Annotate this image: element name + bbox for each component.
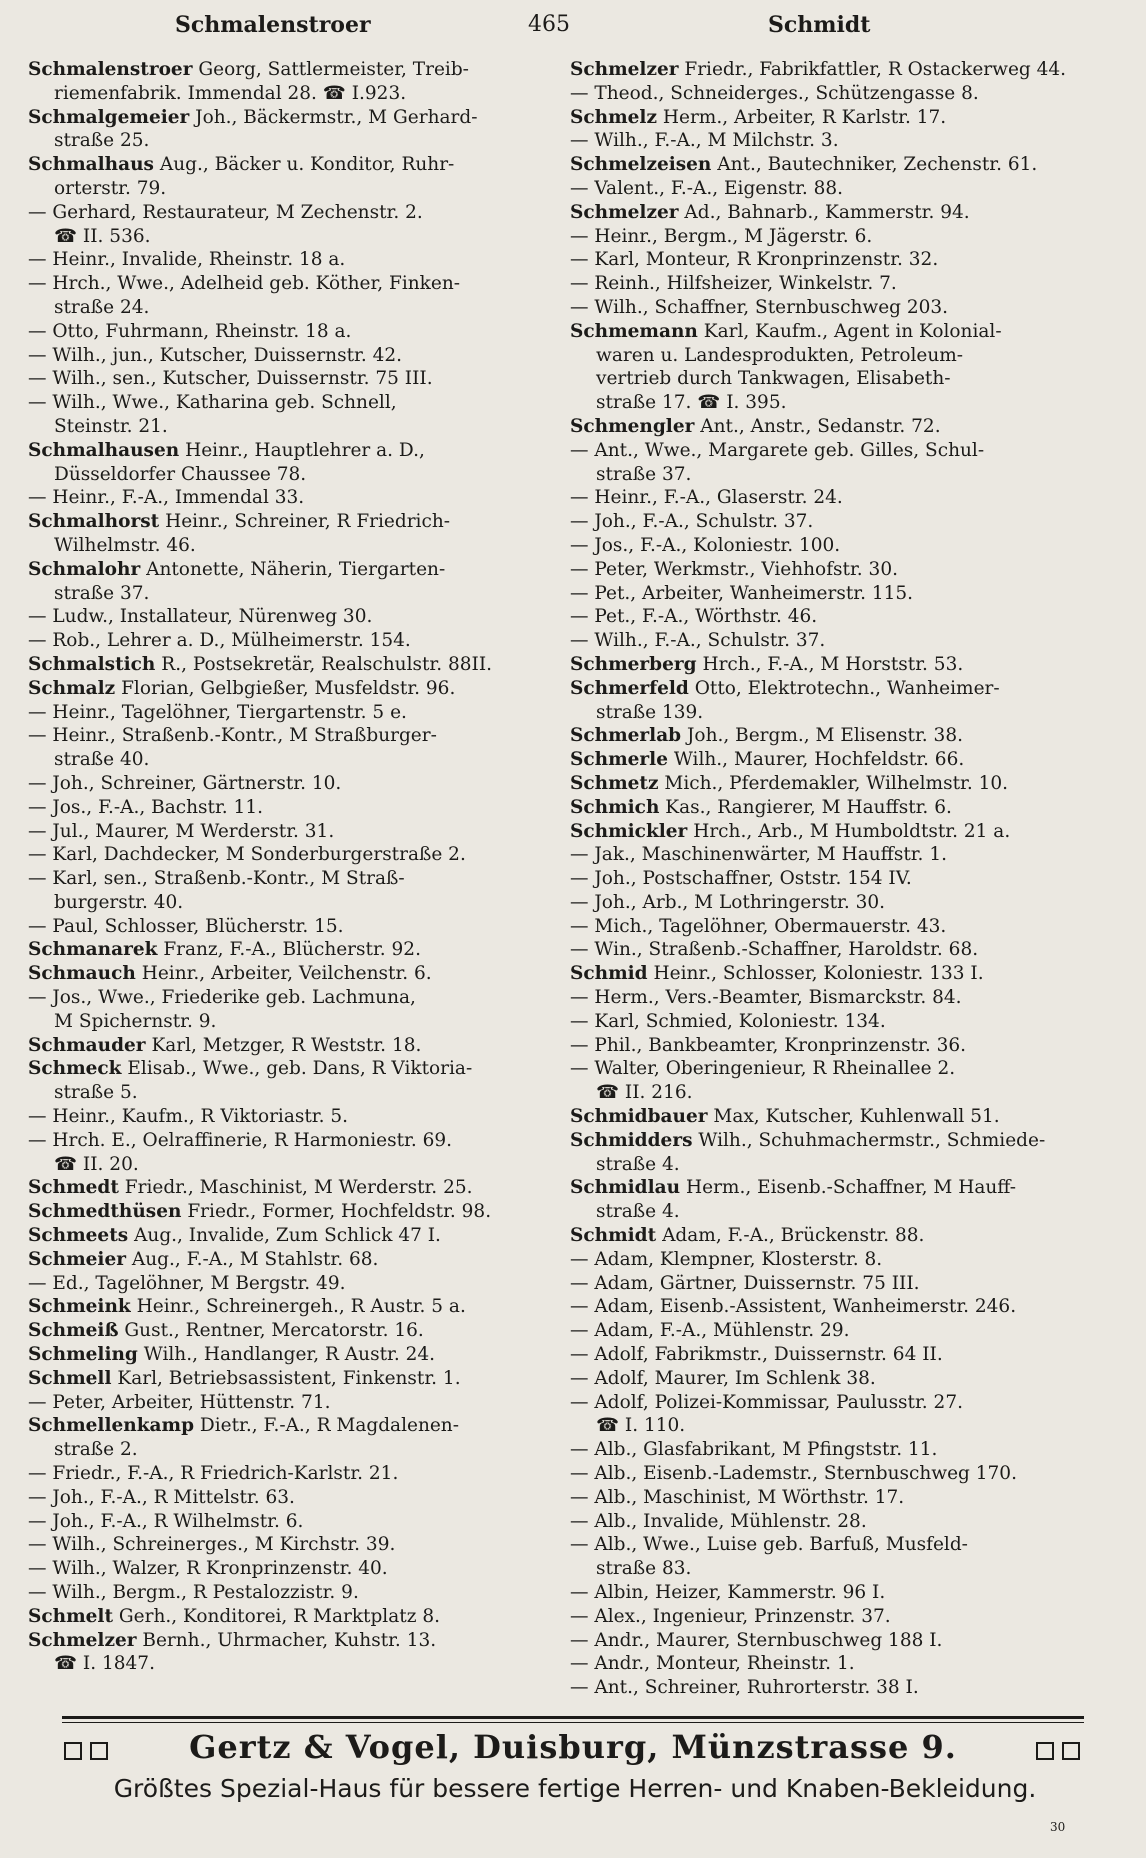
directory-subentry: — Albin, Heizer, Kammerstr. 96 I.: [570, 1582, 886, 1603]
directory-subentry: — Reinh., Hilfsheizer, Winkelstr. 7.: [570, 273, 897, 295]
directory-subentry: — Ant., Schreiner, Ruhrorterstr. 38 I.: [570, 1677, 919, 1699]
directory-subentry: — Pet., F.-A., Wörthstr. 46.: [570, 606, 818, 628]
entry-surname: Schmelzer: [570, 201, 679, 223]
entry-surname: Schmeling: [28, 1344, 138, 1366]
directory-subentry: — Karl, sen., Straßenb.-Kontr., M Straß-: [28, 868, 405, 890]
directory-subentry: — Wilh., Wwe., Katharina geb. Schnell,: [28, 392, 397, 414]
directory-entry: [28, 439, 548, 463]
entry-text: Karl, Metzger, R Weststr. 18.: [151, 1034, 422, 1056]
entry-continuation: straße 25.: [54, 130, 150, 152]
entry-continuation: straße 2.: [54, 1439, 138, 1461]
entry-text: Hrch., Arb., M Humboldtstr. 21 a.: [693, 820, 1011, 842]
box-icon: [1062, 1742, 1080, 1760]
entry-surname: Schmalhausen: [28, 439, 180, 461]
directory-subentry: — Alb., Eisenb.-Lademstr., Sternbuschweg 170.: [570, 1463, 1017, 1485]
entry-surname: Schmalgemeier: [28, 106, 190, 128]
directory-entry: [570, 796, 1090, 820]
directory-subentry: — Wilh., Walzer, R Kronprinzenstr. 40.: [28, 1558, 388, 1580]
entry-surname: Schmerfeld: [570, 677, 689, 699]
directory-subentry: — Joh., F.-A., Schulstr. 37.: [570, 511, 814, 533]
entry-text: Friedr., Fabrikfattler, R Ostackerweg 44.: [684, 59, 1067, 80]
entry-continuation: straße 37.: [54, 582, 150, 604]
entry-text: Florian, Gelbgießer, Musfeldstr. 96.: [121, 677, 456, 699]
entry-continuation: ☎ I. 110.: [596, 1415, 686, 1437]
directory-subentry: — Herm., Vers.-Beamter, Bismarckstr. 84.: [570, 987, 962, 1009]
directory-entry: [28, 153, 548, 177]
directory-subentry: — Joh., Schreiner, Gärtnerstr. 10.: [28, 772, 342, 794]
directory-subentry: — Wilh., Schaffner, Sternbuschweg 203.: [570, 296, 949, 318]
directory-subentry: — Ant., Wwe., Margarete geb. Gilles, Schul-: [570, 439, 985, 461]
directory-subentry: — Win., Straßenb.-Schaffner, Haroldstr. 68.: [570, 939, 979, 961]
entry-continuation: riemenfabrik. Immendal 28. ☎ I.923.: [54, 82, 407, 104]
entry-text: Antonette, Näherin, Tiergarten-: [146, 558, 446, 580]
entry-continuation: Steinstr. 21.: [54, 415, 168, 437]
entry-surname: Schmickler: [570, 820, 688, 842]
entry-text: Ad., Bahnarb., Kammerstr. 94.: [684, 201, 970, 223]
entry-surname: Schmidders: [570, 1129, 693, 1151]
directory-entry: [570, 1129, 1090, 1153]
entry-continuation: orterstr. 79.: [54, 177, 167, 199]
entry-surname: Schmeck: [28, 1058, 122, 1080]
entry-text: Gust., Rentner, Mercatorstr. 16.: [124, 1320, 424, 1342]
entry-continuation: straße 83.: [596, 1558, 692, 1580]
entry-surname: Schmich: [570, 796, 660, 818]
directory-entry: [570, 1224, 1090, 1248]
directory-subentry: — Heinr., F.-A., Glaserstr. 24.: [570, 487, 843, 509]
directory-entry: [570, 58, 1090, 82]
directory-subentry: — Phil., Bankbeamter, Kronprinzenstr. 36.: [570, 1034, 967, 1056]
directory-subentry: — Hrch., Wwe., Adelheid geb. Köther, Finken-: [28, 273, 461, 295]
entry-text: Elisab., Wwe., geb. Dans, R Viktoria-: [127, 1058, 473, 1080]
entry-text: Aug., Invalide, Zum Schlick 47 I.: [134, 1225, 441, 1247]
entry-text: Max, Kutscher, Kuhlenwall 51.: [713, 1106, 1000, 1128]
entry-surname: Schmedthüsen: [28, 1201, 182, 1223]
entry-surname: Schmauch: [28, 963, 136, 985]
entry-text: Heinr., Schlosser, Koloniestr. 133 I.: [653, 963, 984, 985]
directory-subentry: — Gerhard, Restaurateur, M Zechenstr. 2.: [28, 201, 423, 223]
entry-continuation: straße 5.: [54, 1082, 138, 1104]
entry-surname: Schmalhorst: [28, 511, 160, 533]
entry-surname: Schmeets: [28, 1225, 129, 1247]
entry-text: Aug., Bäcker u. Konditor, Ruhr-: [159, 154, 455, 176]
directory-subentry: — Alb., Wwe., Luise geb. Barfuß, Musfeld-: [570, 1534, 968, 1556]
entry-text: Wilh., Handlanger, R Austr. 24.: [143, 1344, 435, 1366]
directory-entry: [570, 415, 1090, 439]
directory-subentry: — Andr., Monteur, Rheinstr. 1.: [570, 1653, 855, 1675]
directory-subentry: — Adolf, Fabrikmstr., Duissernstr. 64 II.: [570, 1344, 943, 1366]
directory-subentry: — Joh., F.-A., R Mittelstr. 63.: [28, 1486, 295, 1508]
directory-entry: [28, 1295, 548, 1319]
entry-text: Adam, F.-A., Brückenstr. 88.: [662, 1225, 925, 1247]
directory-entry: [28, 106, 548, 130]
entry-surname: Schmedt: [28, 1177, 119, 1199]
entry-text: Kas., Rangierer, M Hauffstr. 6.: [665, 796, 952, 818]
entry-text: Friedr., Maschinist, M Werderstr. 25.: [124, 1177, 473, 1199]
directory-entry: [28, 1629, 548, 1653]
directory-entry: [570, 153, 1090, 177]
entry-surname: Schmelzer: [28, 1629, 137, 1651]
entry-text: Hrch., F.-A., M Horststr. 53.: [702, 653, 964, 675]
directory-subentry: — Heinr., Bergm., M Jägerstr. 6.: [570, 225, 873, 247]
directory-subentry: — Adam, Eisenb.-Assistent, Wanheimerstr. 246.: [570, 1296, 1017, 1318]
directory-subentry: — Alb., Glasfabrikant, M Pfingststr. 11.: [570, 1439, 938, 1461]
directory-subentry: — Peter, Arbeiter, Hüttenstr. 71.: [28, 1391, 331, 1413]
entry-text: Karl, Betriebsassistent, Finkenstr. 1.: [117, 1367, 461, 1389]
directory-entry: [570, 677, 1090, 701]
directory-subentry: — Rob., Lehrer a. D., Mülheimerstr. 154.: [28, 630, 411, 652]
directory-entry: [570, 653, 1090, 677]
directory-entry: [28, 1034, 548, 1058]
entry-text: Heinr., Schreinergeh., R Austr. 5 a.: [136, 1296, 466, 1318]
entry-text: Ant., Bautechniker, Zechenstr. 61.: [717, 154, 1038, 176]
directory-subentry: — Pet., Arbeiter, Wanheimerstr. 115.: [570, 582, 914, 604]
entry-surname: Schmalohr: [28, 558, 141, 580]
right-column: [570, 58, 1090, 1700]
entry-continuation: vertrieb durch Tankwagen, Elisabeth-: [596, 368, 951, 390]
directory-subentry: — Hrch. E., Oelraffinerie, R Harmoniestr. 69.: [28, 1129, 453, 1151]
entry-text: Heinr., Schreiner, R Friedrich-: [165, 511, 451, 533]
entry-text: Joh., Bäckermstr., M Gerhard-: [195, 106, 478, 128]
advert-title: Gertz & Vogel, Duisburg, Münzstrasse 9.: [189, 1728, 957, 1766]
directory-entry: [570, 201, 1090, 225]
entry-continuation: straße 4.: [596, 1153, 680, 1175]
directory-subentry: — Wilh., Schreinerges., M Kirchstr. 39.: [28, 1534, 396, 1556]
entry-text: Georg, Sattlermeister, Treib-: [198, 59, 469, 80]
directory-entry: [28, 1367, 548, 1391]
entry-continuation: straße 37.: [596, 463, 692, 485]
entry-surname: Schmemann: [570, 320, 698, 342]
entry-text: Aug., F.-A., M Stahlstr. 68.: [131, 1248, 379, 1270]
entry-text: Ant., Anstr., Sedanstr. 72.: [700, 415, 941, 437]
directory-entry: [570, 320, 1090, 344]
entry-surname: Schmengler: [570, 415, 695, 437]
directory-subentry: — Theod., Schneiderges., Schützengasse 8.: [570, 82, 979, 104]
directory-subentry: — Heinr., Invalide, Rheinstr. 18 a.: [28, 249, 346, 271]
directory-subentry: — Heinr., Straßenb.-Kontr., M Straßburger-: [28, 725, 437, 747]
directory-subentry: — Jos., F.-A., Bachstr. 11.: [28, 796, 263, 818]
directory-subentry: — Peter, Werkmstr., Viehhofstr. 30.: [570, 558, 898, 580]
entry-continuation: Düsseldorfer Chaussee 78.: [54, 463, 307, 485]
directory-subentry: — Friedr., F.-A., R Friedrich-Karlstr. 21.: [28, 1463, 399, 1485]
entry-text: Wilh., Schuhmachermstr., Schmiede-: [698, 1129, 1046, 1151]
entry-text: Herm., Eisenb.-Schaffner, M Hauff-: [685, 1177, 1017, 1199]
directory-entry: [28, 653, 548, 677]
entry-surname: Schmalhaus: [28, 154, 154, 176]
directory-entry: [28, 510, 548, 534]
directory-entry: [570, 1176, 1090, 1200]
directory-entry: [28, 1605, 548, 1629]
page-header: [0, 12, 1146, 46]
entry-surname: Schmidbauer: [570, 1106, 708, 1128]
directory-entry: [28, 1057, 548, 1081]
directory-subentry: — Alb., Invalide, Mühlenstr. 28.: [570, 1510, 867, 1532]
entry-text: Karl, Kaufm., Agent in Kolonial-: [703, 320, 1002, 342]
entry-text: Bernh., Uhrmacher, Kuhstr. 13.: [142, 1629, 437, 1651]
entry-continuation: ☎ II. 20.: [54, 1153, 139, 1175]
directory-subentry: — Jos., Wwe., Friederike geb. Lachmuna,: [28, 987, 416, 1009]
entry-text: Herm., Arbeiter, R Karlstr. 17.: [662, 106, 947, 128]
entry-continuation: straße 17. ☎ I. 395.: [596, 392, 787, 414]
entry-surname: Schmeiß: [28, 1320, 119, 1342]
box-icon: [1036, 1742, 1054, 1760]
directory-entry: [570, 962, 1090, 986]
entry-surname: Schmalz: [28, 677, 116, 699]
directory-subentry: — Adolf, Maurer, Im Schlenk 38.: [570, 1367, 876, 1389]
entry-text: Joh., Bergm., M Elisenstr. 38.: [687, 725, 963, 747]
entry-text: Heinr., Hauptlehrer a. D.,: [185, 439, 425, 461]
directory-entry: [570, 106, 1090, 130]
directory-entry: [28, 1224, 548, 1248]
entry-surname: Schmalenstroer: [28, 59, 193, 80]
advert-subtitle: Größtes Spezial-Haus für bessere fertige Herren- und Knaben-Bekleidung.: [113, 1774, 1037, 1803]
entry-surname: Schmidt: [570, 1225, 657, 1247]
directory-entry: [570, 772, 1090, 796]
directory-entry: [28, 962, 548, 986]
entry-text: Mich., Pferdemakler, Wilhelmstr. 10.: [664, 772, 1009, 794]
entry-surname: Schmelzeisen: [570, 154, 712, 176]
directory-entry: [28, 558, 548, 582]
directory-entry: [28, 58, 548, 82]
directory-subentry: — Adam, F.-A., Mühlenstr. 29.: [570, 1320, 850, 1342]
entry-surname: Schmell: [28, 1367, 112, 1389]
entry-surname: Schmid: [570, 963, 648, 985]
directory-subentry: — Heinr., Kaufm., R Viktoriastr. 5.: [28, 1106, 349, 1128]
entry-surname: Schmerlab: [570, 725, 682, 747]
directory-subentry: — Jos., F.-A., Koloniestr. 100.: [570, 534, 841, 556]
entry-continuation: M Spichernstr. 9.: [54, 1010, 217, 1032]
entry-surname: Schmetz: [570, 772, 659, 794]
entry-surname: Schmanarek: [28, 939, 158, 961]
directory-subentry: — Mich., Tagelöhner, Obermauerstr. 43.: [570, 915, 947, 937]
entry-continuation: Wilhelmstr. 46.: [54, 534, 196, 556]
entry-continuation: straße 4.: [596, 1201, 680, 1223]
left-column: [28, 58, 548, 1676]
entry-surname: Schmelt: [28, 1605, 113, 1627]
entry-surname: Schmelz: [570, 106, 657, 128]
directory-entry: [28, 938, 548, 962]
entry-surname: Schmidlau: [570, 1177, 681, 1199]
directory-subentry: — Karl, Monteur, R Kronprinzenstr. 32.: [570, 249, 939, 271]
directory-entry: [28, 1176, 548, 1200]
entry-surname: Schmeink: [28, 1296, 131, 1318]
directory-subentry: — Otto, Fuhrmann, Rheinstr. 18 a.: [28, 320, 352, 342]
directory-entry: [570, 1105, 1090, 1129]
directory-entry: [28, 1200, 548, 1224]
directory-subentry: — Adolf, Polizei-Kommissar, Paulusstr. 27.: [570, 1391, 963, 1413]
directory-entry: [570, 724, 1090, 748]
directory-subentry: — Karl, Schmied, Koloniestr. 134.: [570, 1010, 886, 1032]
entry-continuation: ☎ I. 1847.: [54, 1653, 155, 1675]
directory-subentry: — Jak., Maschinenwärter, M Hauffstr. 1.: [570, 844, 947, 866]
directory-subentry: — Ed., Tagelöhner, M Bergstr. 49.: [28, 1272, 346, 1294]
directory-subentry: — Heinr., Tagelöhner, Tiergartenstr. 5 e.: [28, 701, 407, 723]
directory-subentry: — Joh., Arb., M Lothringerstr. 30.: [570, 891, 886, 913]
entry-surname: Schmalstich: [28, 653, 156, 675]
entry-continuation: straße 24.: [54, 296, 150, 318]
directory-entry: [570, 748, 1090, 772]
entry-text: Franz, F.-A., Blücherstr. 92.: [163, 939, 421, 961]
directory-subentry: — Karl, Dachdecker, M Sonderburgerstraße 2.: [28, 844, 466, 866]
directory-subentry: — Joh., F.-A., R Wilhelmstr. 6.: [28, 1510, 304, 1532]
advert-rule-thick: [62, 1716, 1084, 1719]
entry-continuation: straße 40.: [54, 749, 150, 771]
header-right-keyword: Schmidt: [768, 12, 871, 38]
entry-continuation: ☎ II. 216.: [596, 1082, 693, 1104]
entry-surname: Schmelzer: [570, 59, 679, 80]
entry-surname: Schmauder: [28, 1034, 146, 1056]
entry-text: Otto, Elektrotechn., Wanheimer-: [694, 677, 1000, 699]
directory-subentry: — Alb., Maschinist, M Wörthstr. 17.: [570, 1486, 905, 1508]
directory-subentry: — Heinr., F.-A., Immendal 33.: [28, 487, 305, 509]
entry-surname: Schmellenkamp: [28, 1415, 195, 1437]
directory-subentry: — Wilh., jun., Kutscher, Duissernstr. 42.: [28, 344, 403, 366]
entry-continuation: ☎ II. 536.: [54, 225, 151, 247]
directory-subentry: — Wilh., F.-A., Schulstr. 37.: [570, 630, 826, 652]
entry-text: Heinr., Arbeiter, Veilchenstr. 6.: [141, 963, 432, 985]
advert-banner: [58, 1728, 1088, 1772]
entry-text: Friedr., Former, Hochfeldstr. 98.: [187, 1201, 492, 1223]
entry-surname: Schmerle: [570, 749, 668, 771]
directory-entry: [28, 1248, 548, 1272]
entry-continuation: waren u. Landesprodukten, Petroleum-: [596, 344, 964, 366]
directory-subentry: — Adam, Gärtner, Duissernstr. 75 III.: [570, 1272, 920, 1294]
directory-subentry: — Walter, Oberingenieur, R Rheinallee 2.: [570, 1058, 956, 1080]
entry-text: R., Postsekretär, Realschulstr. 88II.: [161, 653, 493, 675]
entry-surname: Schmeier: [28, 1248, 126, 1270]
directory-subentry: — Wilh., F.-A., M Milchstr. 3.: [570, 130, 839, 152]
entry-text: Gerh., Konditorei, R Marktplatz 8.: [118, 1605, 440, 1627]
directory-subentry: — Wilh., sen., Kutscher, Duissernstr. 75 III.: [28, 368, 433, 390]
header-left-keyword: Schmalenstroer: [175, 12, 371, 38]
directory-subentry: — Alex., Ingenieur, Prinzenstr. 37.: [570, 1605, 891, 1627]
directory-subentry: — Paul, Schlosser, Blücherstr. 15.: [28, 915, 344, 937]
directory-subentry: — Ludw., Installateur, Nürenweg 30.: [28, 606, 373, 628]
directory-subentry: — Andr., Maurer, Sternbuschweg 188 I.: [570, 1629, 943, 1651]
directory-subentry: — Adam, Klempner, Klosterstr. 8.: [570, 1248, 883, 1270]
directory-subentry: — Jul., Maurer, M Werderstr. 31.: [28, 820, 335, 842]
page-number: 465: [528, 12, 570, 37]
directory-entry: [28, 1414, 548, 1438]
entry-continuation: straße 139.: [596, 701, 704, 723]
directory-subentry: — Valent., F.-A., Eigenstr. 88.: [570, 177, 844, 199]
advert-rule-thin: [62, 1722, 1084, 1723]
directory-entry: [28, 1343, 548, 1367]
entry-text: Wilh., Maurer, Hochfeldstr. 66.: [673, 749, 965, 771]
directory-entry: [28, 1319, 548, 1343]
directory-entry: [570, 820, 1090, 844]
directory-subentry: — Joh., Postschaffner, Oststr. 154 IV.: [570, 868, 912, 890]
entry-text: Dietr., F.-A., R Magdalenen-: [199, 1415, 459, 1437]
print-mark: 30: [1050, 1820, 1066, 1834]
entry-continuation: burgerstr. 40.: [54, 891, 184, 913]
entry-surname: Schmerberg: [570, 653, 697, 675]
directory-subentry: — Wilh., Bergm., R Pestalozzistr. 9.: [28, 1582, 359, 1603]
directory-entry: [28, 677, 548, 701]
